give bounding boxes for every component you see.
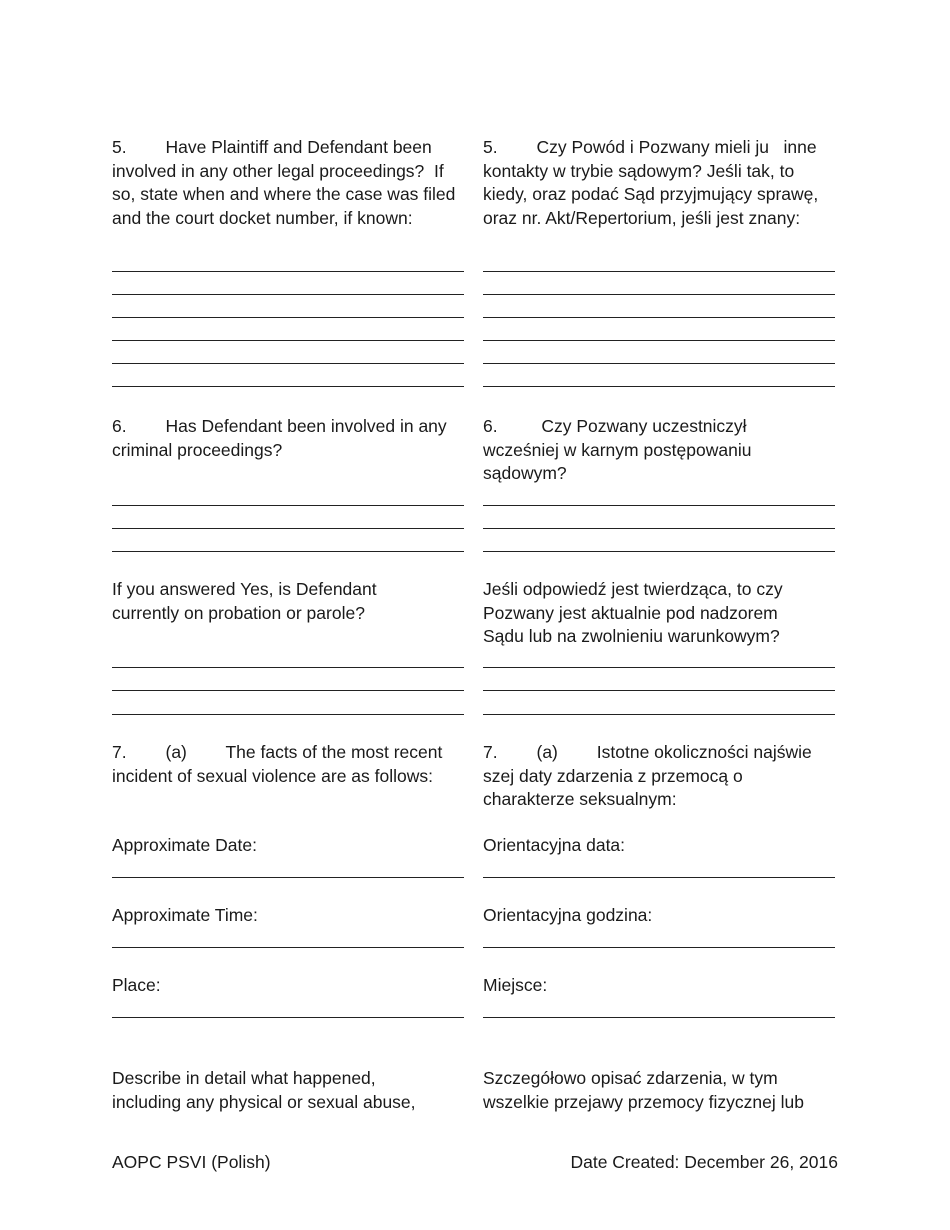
place-label-en: Place: <box>112 975 161 995</box>
time-label-pl: Orientacyjna godzina: <box>483 905 653 925</box>
question-5-en: 5. Have Plaintiff and Defendant been involved in any other legal proceedings? If so, state when and where the case was filed and the court docket number, if known: <box>112 137 461 228</box>
answer-line[interactable] <box>112 505 464 506</box>
date-label-pl: Orientacyjna data: <box>483 835 626 855</box>
answer-line[interactable] <box>112 363 464 364</box>
question-6-followup-en: If you answered Yes, is Defendant currently on probation or parole? <box>112 579 382 623</box>
answer-line[interactable] <box>483 690 835 691</box>
footer-date-created: Date Created: December 26, 2016 <box>570 1152 838 1172</box>
answer-line[interactable] <box>112 271 464 272</box>
question-5-pl: 5. Czy Powód i Pozwany mieli ju inne kontakty w trybie sądowym? Jeśli tak, to kiedy, oraz podać Sąd przyjmujący sprawę, oraz nr. Akt/Repertorium, jeśli jest znany: <box>483 137 824 228</box>
question-6-pl: 6. Czy Pozwany uczestniczył wcześniej w karnym postępowaniu sądowym? <box>483 416 757 483</box>
answer-line[interactable] <box>483 386 835 387</box>
answer-line[interactable] <box>112 528 464 529</box>
place-answer-line[interactable] <box>112 1017 464 1018</box>
place-answer-line[interactable] <box>483 1017 835 1018</box>
time-answer-line[interactable] <box>112 947 464 948</box>
answer-line[interactable] <box>483 340 835 341</box>
date-answer-line[interactable] <box>483 877 835 878</box>
place-label-pl: Miejsce: <box>483 975 548 995</box>
question-6-en: 6. Has Defendant been involved in any criminal proceedings? <box>112 416 452 460</box>
answer-line[interactable] <box>483 271 835 272</box>
answer-line[interactable] <box>112 667 464 668</box>
answer-line[interactable] <box>483 505 835 506</box>
time-label-en: Approximate Time: <box>112 905 258 925</box>
question-7a-pl: 7. (a) Istotne okoliczności najświe szej daty zdarzenia z przemocą o charakterze seksualnym: <box>483 742 822 809</box>
answer-line[interactable] <box>112 340 464 341</box>
answer-line[interactable] <box>483 294 835 295</box>
time-answer-line[interactable] <box>483 947 835 948</box>
date-label-en: Approximate Date: <box>112 835 257 855</box>
answer-line[interactable] <box>112 294 464 295</box>
describe-prompt-pl: Szczegółowo opisać zdarzenia, w tym wszelkie przejawy przemocy fizycznej lub <box>483 1068 804 1112</box>
question-6-followup-pl: Jeśli odpowiedź jest twierdząca, to czy Pozwany jest aktualnie pod nadzorem Sądu lub na zwolnieniu warunkowym? <box>483 579 788 646</box>
answer-line[interactable] <box>483 317 835 318</box>
answer-line[interactable] <box>483 528 835 529</box>
footer-form-id: AOPC PSVI (Polish) <box>112 1152 271 1172</box>
describe-prompt-en: Describe in detail what happened, including any physical or sexual abuse, <box>112 1068 416 1112</box>
answer-line[interactable] <box>483 714 835 715</box>
answer-line[interactable] <box>112 551 464 552</box>
answer-line[interactable] <box>112 386 464 387</box>
answer-line[interactable] <box>483 551 835 552</box>
answer-line[interactable] <box>112 690 464 691</box>
answer-line[interactable] <box>483 667 835 668</box>
answer-line[interactable] <box>483 363 835 364</box>
date-answer-line[interactable] <box>112 877 464 878</box>
answer-line[interactable] <box>112 317 464 318</box>
answer-line[interactable] <box>112 714 464 715</box>
question-7a-en: 7. (a) The facts of the most recent incident of sexual violence are as follows: <box>112 742 448 786</box>
